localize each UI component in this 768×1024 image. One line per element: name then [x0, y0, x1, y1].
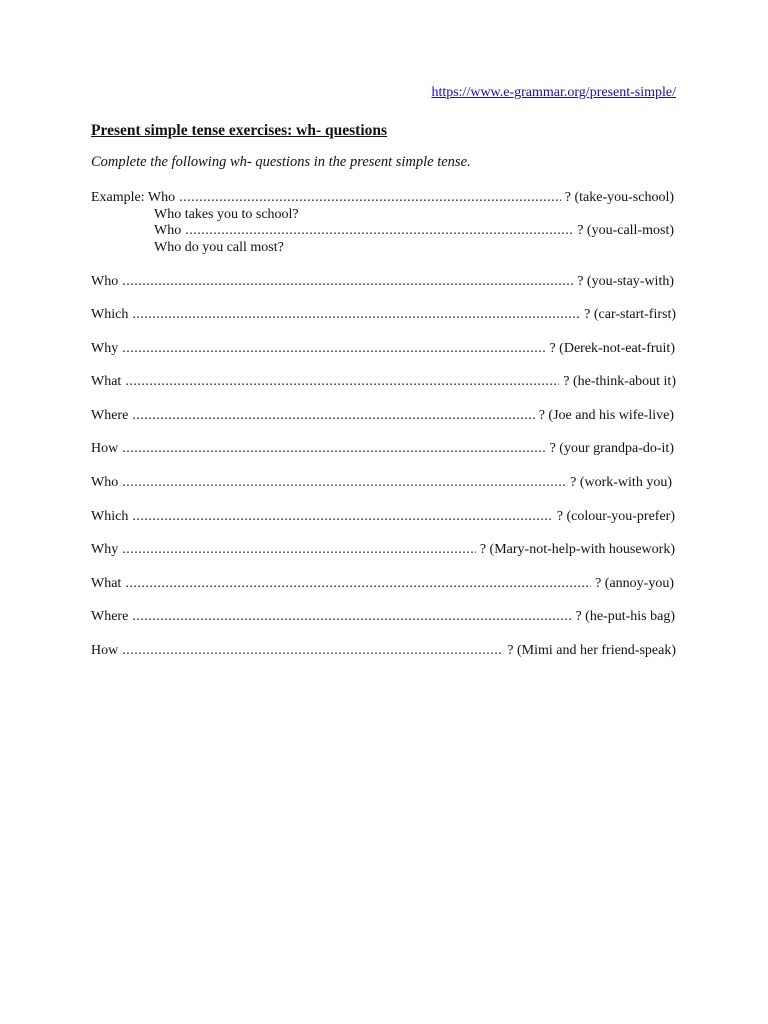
- question-word: What: [91, 576, 122, 591]
- answer-blank[interactable]: [125, 374, 559, 390]
- verb-prompt: ? (Mary-not-help-with housework): [479, 542, 675, 557]
- question-word: How: [91, 643, 119, 658]
- exercise-row[interactable]: [91, 643, 676, 661]
- exercise-row[interactable]: [91, 441, 674, 459]
- question-word: Where: [91, 609, 129, 624]
- example-answer-2: Who do you call most?: [154, 240, 284, 255]
- answer-blank[interactable]: [122, 643, 503, 659]
- question-word: Which: [91, 307, 129, 322]
- answer-blank[interactable]: [122, 341, 545, 357]
- exercise-row[interactable]: [91, 509, 675, 527]
- example-label: Example: Who: [91, 190, 176, 205]
- verb-prompt: ? (Mimi and her friend-speak): [507, 643, 676, 658]
- answer-blank: [185, 223, 573, 239]
- exercise-row[interactable]: [91, 307, 676, 325]
- verb-prompt: ? (you-call-most): [577, 223, 674, 238]
- answer-blank[interactable]: [122, 274, 573, 290]
- exercise-row[interactable]: [91, 274, 674, 292]
- exercise-row[interactable]: [91, 609, 675, 627]
- source-link[interactable]: https://www.e-grammar.org/present-simple/: [431, 85, 676, 100]
- answer-blank[interactable]: [132, 609, 571, 625]
- exercise-row[interactable]: [91, 542, 675, 560]
- answer-blank[interactable]: [132, 509, 552, 525]
- verb-prompt: ? (colour-you-prefer): [556, 509, 675, 524]
- verb-prompt: ? (Joe and his wife-live): [538, 408, 674, 423]
- question-word: Who: [91, 274, 119, 289]
- question-word: Why: [91, 341, 119, 356]
- verb-prompt: ? (he-put-his bag): [575, 609, 675, 624]
- example-row-2: [154, 223, 674, 241]
- exercise-row[interactable]: [91, 576, 674, 594]
- verb-prompt: ? (car-start-first): [584, 307, 676, 322]
- answer-blank[interactable]: [125, 576, 591, 592]
- exercise-row[interactable]: [91, 475, 672, 493]
- question-word: How: [91, 441, 119, 456]
- exercise-row[interactable]: [91, 408, 674, 426]
- answer-blank[interactable]: [132, 307, 580, 323]
- exercise-row[interactable]: [91, 374, 676, 392]
- exercise-row[interactable]: [91, 341, 675, 359]
- example-row-1: [91, 190, 674, 208]
- question-word: Who: [91, 475, 119, 490]
- answer-blank[interactable]: [122, 441, 545, 457]
- worksheet-title: Present simple tense exercises: wh- questions: [91, 122, 388, 139]
- verb-prompt: ? (your grandpa-do-it): [549, 441, 674, 456]
- verb-prompt: ? (annoy-you): [595, 576, 674, 591]
- verb-prompt: ? (you-stay-with): [577, 274, 674, 289]
- question-word: Which: [91, 509, 129, 524]
- verb-prompt: ? (Derek-not-eat-fruit): [549, 341, 675, 356]
- instruction-text: Complete the following wh- questions in the present simple tense.: [91, 154, 471, 170]
- answer-blank[interactable]: [122, 475, 566, 491]
- answer-blank[interactable]: [122, 542, 476, 558]
- answer-blank: [179, 190, 561, 206]
- answer-blank[interactable]: [132, 408, 534, 424]
- question-word: Why: [91, 542, 119, 557]
- verb-prompt: ? (take-you-school): [564, 190, 674, 205]
- question-word: Who: [154, 223, 182, 238]
- example-answer-1: Who takes you to school?: [154, 207, 299, 222]
- verb-prompt: ? (work-with you): [570, 475, 672, 490]
- question-word: Where: [91, 408, 129, 423]
- question-word: Who: [147, 190, 176, 205]
- question-word: What: [91, 374, 122, 389]
- verb-prompt: ? (he-think-about it): [563, 374, 676, 389]
